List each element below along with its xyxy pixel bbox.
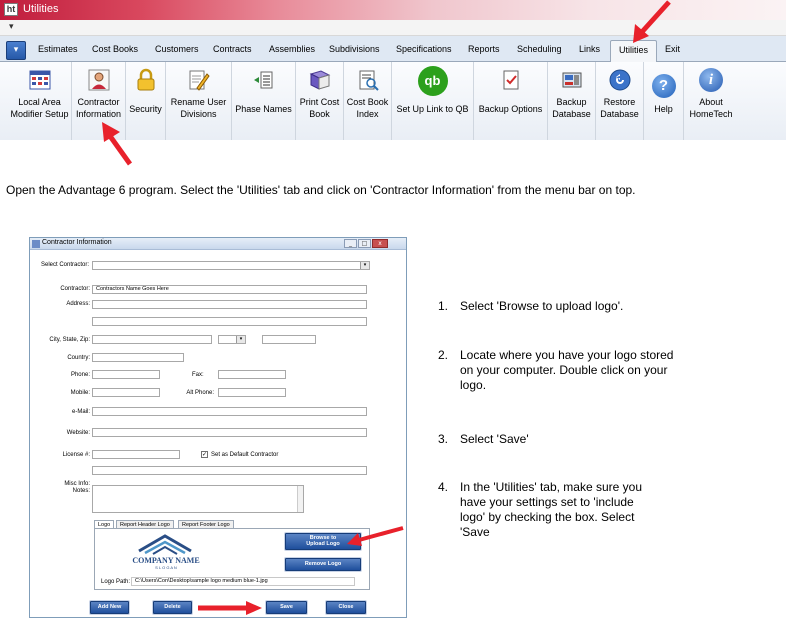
- step-number: 4.: [438, 480, 449, 494]
- list-icon: [252, 68, 276, 92]
- contractor-name-field[interactable]: Contractors Name Goes Here: [92, 285, 367, 294]
- ribbon-label: Restore: [603, 97, 636, 107]
- print-cost-book-button[interactable]: [296, 62, 344, 140]
- close-window-button[interactable]: x: [372, 239, 388, 248]
- country-label: Country:: [67, 355, 90, 361]
- tab-subdivisions[interactable]: Subdivisions: [329, 44, 380, 54]
- fax-field[interactable]: [218, 370, 286, 379]
- dialog-title: Contractor Information: [42, 239, 112, 246]
- help-icon: ?: [652, 74, 676, 98]
- alt-phone-field[interactable]: [218, 388, 286, 397]
- logo-path-field[interactable]: C:\Users\Con\Desktop\sample logo medium blue-1.jpg: [131, 577, 355, 586]
- city-state-zip-label: City, State, Zip:: [49, 337, 90, 343]
- ribbon-label: Divisions: [180, 109, 217, 119]
- minimize-button[interactable]: _: [344, 239, 357, 248]
- city-field[interactable]: [92, 335, 212, 344]
- step-number: 3.: [438, 432, 449, 446]
- license-field[interactable]: [92, 450, 180, 459]
- ribbon-label: Print Cost: [299, 97, 340, 107]
- select-contractor-dropdown[interactable]: [92, 261, 370, 270]
- notes-scrollbar[interactable]: [297, 486, 303, 512]
- email-label: e-Mail:: [71, 409, 90, 415]
- tab-links[interactable]: Links: [579, 44, 601, 54]
- restore-database-button[interactable]: [596, 62, 644, 140]
- misc-info-label: Misc Info:: [64, 481, 90, 487]
- close-button[interactable]: Close: [326, 601, 366, 614]
- backup-options-button[interactable]: [474, 62, 548, 140]
- ribbon-label: Rename User: [170, 97, 227, 107]
- grid-icon: [28, 68, 52, 92]
- about-hometech-button[interactable]: [684, 62, 738, 140]
- red-arrow-to-contractor-information: [96, 120, 140, 168]
- default-contractor-label: Set as Default Contractor: [211, 452, 279, 458]
- tab-customers[interactable]: Customers: [155, 44, 199, 54]
- lock-icon: [134, 68, 158, 92]
- tab-specifications[interactable]: Specifications: [396, 44, 452, 54]
- website-label: Website:: [66, 430, 90, 436]
- rename-user-divisions-button[interactable]: [166, 62, 232, 140]
- info-icon: i: [699, 68, 723, 92]
- fax-label: Fax:: [192, 372, 204, 378]
- button-label: Browse to: [309, 535, 337, 541]
- mobile-label: Mobile:: [70, 390, 90, 396]
- alt-phone-label: Alt Phone:: [186, 390, 214, 396]
- tab-reports[interactable]: Reports: [468, 44, 500, 54]
- button-label: Upload Logo: [306, 541, 340, 547]
- tab-exit[interactable]: Exit: [665, 44, 681, 54]
- mobile-field[interactable]: [92, 388, 160, 397]
- tab-logo[interactable]: Logo: [94, 520, 114, 530]
- website-field[interactable]: [92, 428, 367, 437]
- app-logo: ht: [4, 3, 18, 16]
- help-button[interactable]: [644, 62, 684, 140]
- ribbon-label: HomeTech: [689, 109, 733, 119]
- local-area-modifier-setup-button[interactable]: [8, 62, 72, 140]
- document-check-icon: [499, 68, 523, 92]
- tab-scheduling[interactable]: Scheduling: [517, 44, 562, 54]
- red-arrow-to-save-button: [196, 600, 264, 616]
- step-number: 2.: [438, 348, 449, 362]
- maximize-button[interactable]: □: [358, 239, 371, 248]
- person-icon: [87, 68, 111, 92]
- pencil-icon: [187, 68, 211, 92]
- ribbon-label: Cost Book: [346, 97, 389, 107]
- setup-link-to-qb-button[interactable]: [392, 62, 474, 140]
- phone-label: Phone:: [70, 372, 90, 378]
- default-contractor-checkbox[interactable]: ✓: [202, 451, 208, 458]
- tab-estimates[interactable]: Estimates: [38, 44, 78, 54]
- step-text: Locate where you have your logo stored on your computer. Double click on your logo.: [460, 348, 674, 392]
- instruction-text: Open the Advantage 6 program. Select the 'Utilities' tab and click on 'Contractor Information' from the menu bar on top.: [6, 183, 636, 197]
- step-text: In the 'Utilities' tab, make sure you have your settings set to 'include logo' by checking the box. Select 'Save: [460, 480, 642, 539]
- cost-book-index-button[interactable]: [344, 62, 392, 140]
- license-extra-field[interactable]: [92, 466, 367, 475]
- step-number: 1.: [438, 299, 449, 313]
- ribbon-label: Modifier Setup: [10, 109, 69, 119]
- logo-path-label: Logo Path:: [101, 579, 131, 585]
- ribbon-label: Database: [552, 109, 591, 119]
- chevron-down-icon: ▾: [236, 336, 245, 343]
- select-contractor-label: Select Contractor:: [41, 262, 90, 268]
- zip-field[interactable]: [262, 335, 316, 344]
- step-text: Select 'Browse to upload logo'.: [460, 299, 624, 313]
- company-name-text: COMPANY NAME: [132, 556, 200, 565]
- dialog-app-icon: [32, 240, 40, 248]
- save-button[interactable]: Save: [266, 601, 307, 614]
- window-title: Utilities: [23, 3, 59, 15]
- address-line2-field[interactable]: [92, 317, 367, 326]
- country-field[interactable]: [92, 353, 184, 362]
- tab-report-header-logo[interactable]: Report Header Logo: [116, 520, 174, 529]
- add-new-button[interactable]: Add New: [90, 601, 129, 614]
- ribbon-label: About: [699, 97, 723, 107]
- contractor-label: Contractor:: [60, 286, 90, 292]
- company-logo-image: [135, 533, 195, 555]
- step-text: Select 'Save': [460, 432, 529, 446]
- index-icon: [356, 68, 380, 92]
- ribbon-label: Information: [75, 109, 122, 119]
- ribbon-label: Help: [654, 104, 673, 114]
- book-icon: [308, 68, 332, 92]
- tab-utilities[interactable]: Utilities: [610, 40, 657, 63]
- notes-textarea[interactable]: [92, 485, 304, 513]
- tab-report-footer-logo[interactable]: Report Footer Logo: [178, 520, 234, 529]
- tab-cost-books[interactable]: Cost Books: [92, 44, 139, 54]
- ribbon-label: Set Up Link to QB: [396, 104, 469, 114]
- quick-access-dropdown-icon[interactable]: ▾: [9, 22, 14, 32]
- red-arrow-to-utilities-tab: [625, 0, 675, 46]
- tab-contracts[interactable]: Contracts: [213, 44, 252, 54]
- address-line1-field[interactable]: [92, 300, 367, 309]
- red-arrow-to-browse-button: [345, 522, 407, 548]
- remove-logo-button[interactable]: Remove Logo: [285, 558, 361, 571]
- dialog-title-bar: [30, 238, 406, 250]
- delete-button[interactable]: Delete: [153, 601, 192, 614]
- ribbon-label: Local Area: [18, 97, 61, 107]
- state-dropdown[interactable]: [218, 335, 246, 344]
- phone-field[interactable]: [92, 370, 160, 379]
- quickbooks-icon: qb: [418, 66, 448, 96]
- email-field[interactable]: [92, 407, 367, 416]
- license-label: License #:: [62, 452, 90, 458]
- chevron-down-icon: ▾: [360, 262, 369, 269]
- app-menu-button[interactable]: ▾: [6, 41, 26, 60]
- slogan-text: S L O G A N: [155, 565, 177, 570]
- ribbon-label: Database: [600, 109, 639, 119]
- tab-assemblies[interactable]: Assemblies: [269, 44, 316, 54]
- ribbon-label: Backup: [556, 97, 587, 107]
- ribbon-label: Book: [309, 109, 330, 119]
- ribbon-label: Security: [129, 104, 162, 114]
- backup-database-button[interactable]: [548, 62, 596, 140]
- logo-panel: [94, 528, 370, 590]
- address-label: Address:: [66, 301, 90, 307]
- restore-icon: [608, 68, 632, 92]
- phase-names-button[interactable]: [232, 62, 296, 140]
- contractor-information-dialog: [29, 237, 407, 618]
- ribbon-label: Phase Names: [235, 104, 292, 114]
- database-icon: [560, 68, 584, 92]
- ribbon-label: Index: [356, 109, 379, 119]
- notes-label: Notes:: [72, 488, 90, 494]
- ribbon-label: Backup Options: [478, 104, 543, 114]
- ribbon-label: Contractor: [77, 97, 120, 107]
